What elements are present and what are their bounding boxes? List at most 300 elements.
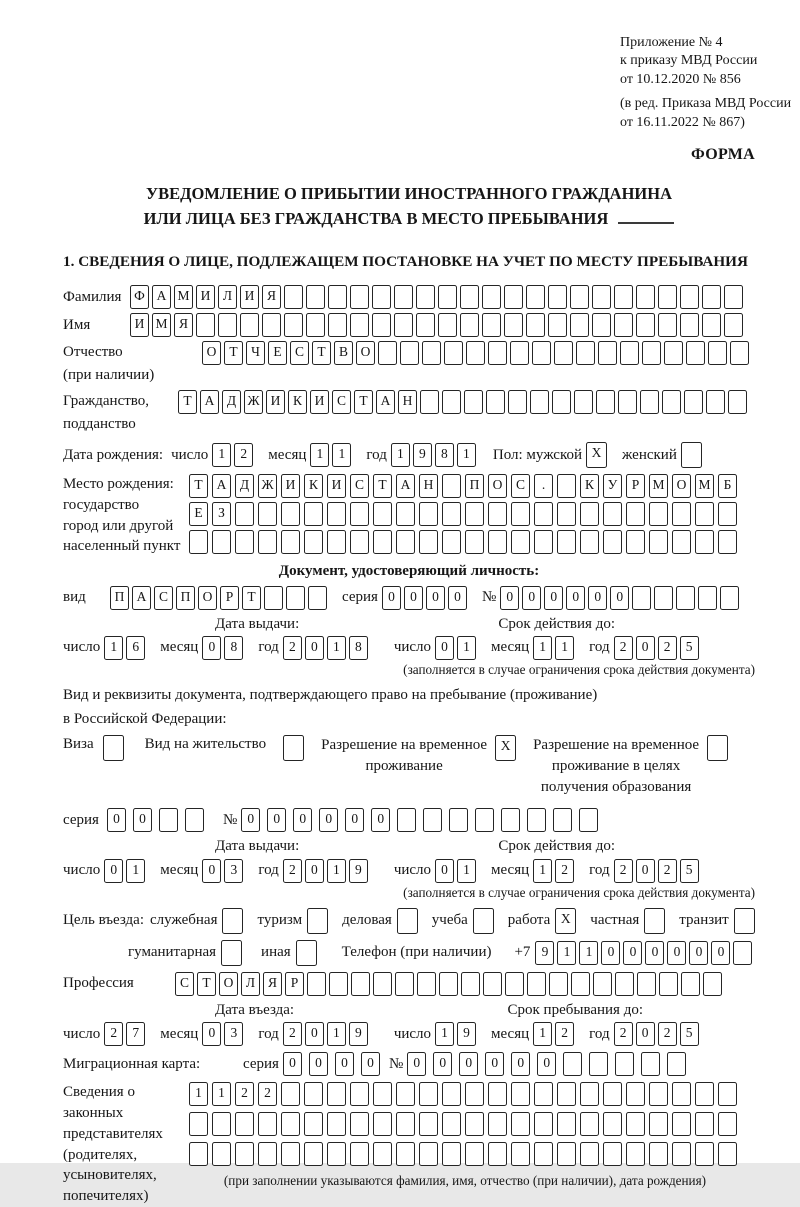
permit-number-cell[interactable] [553, 808, 572, 832]
birth-place-cell[interactable] [442, 502, 461, 526]
patronymic-cell[interactable] [378, 341, 397, 365]
representative-cell[interactable] [649, 1112, 668, 1136]
id-doc-type-cell[interactable]: Т [242, 586, 261, 610]
representative-cell[interactable] [442, 1112, 461, 1136]
representative-cell[interactable] [281, 1142, 300, 1166]
profession-cell[interactable] [329, 972, 348, 996]
representative-cell[interactable] [419, 1112, 438, 1136]
firstname-cell[interactable] [438, 313, 457, 337]
birth-place-cell[interactable] [189, 530, 208, 554]
representative-cell[interactable] [327, 1142, 346, 1166]
id-issue-year-cell[interactable]: 2 [283, 636, 302, 660]
birth-place-cell[interactable]: О [488, 474, 507, 498]
citizenship-cell[interactable]: Т [354, 390, 373, 414]
profession-cell[interactable]: С [175, 972, 194, 996]
birth-place-cell[interactable]: Д [235, 474, 254, 498]
firstname-cell[interactable] [262, 313, 281, 337]
profession-cell[interactable] [373, 972, 392, 996]
birth-place-cell[interactable] [350, 530, 369, 554]
birth-year-cell[interactable]: 1 [391, 443, 410, 467]
representative-cell[interactable] [442, 1082, 461, 1106]
checkbox-private[interactable] [644, 908, 665, 934]
stay-month-cell[interactable]: 2 [555, 1022, 574, 1046]
id-valid-year-cell[interactable]: 2 [614, 636, 633, 660]
migration-series-cell[interactable]: 0 [309, 1052, 328, 1076]
birth-place-cell[interactable] [626, 530, 645, 554]
citizenship-cell[interactable]: Д [222, 390, 241, 414]
permit-valid-day-cell[interactable]: 1 [457, 859, 476, 883]
representative-cell[interactable] [212, 1142, 231, 1166]
birth-place-cell[interactable] [258, 502, 277, 526]
checkbox-tourism[interactable] [307, 908, 328, 934]
firstname-cell[interactable] [196, 313, 215, 337]
representative-cell[interactable] [465, 1142, 484, 1166]
phone-digit-cell[interactable]: 9 [535, 941, 554, 965]
birth-place-cell[interactable] [304, 530, 323, 554]
profession-cell[interactable] [351, 972, 370, 996]
firstname-cell[interactable]: И [130, 313, 149, 337]
permit-valid-day-cell[interactable]: 0 [435, 859, 454, 883]
birth-place-cell[interactable] [603, 502, 622, 526]
checkbox-study[interactable] [473, 908, 494, 934]
id-doc-number-cell[interactable] [632, 586, 651, 610]
migration-number-cell[interactable] [615, 1052, 634, 1076]
permit-number-cell[interactable] [527, 808, 546, 832]
id-valid-month-cell[interactable]: 1 [533, 636, 552, 660]
birth-place-cell[interactable] [373, 502, 392, 526]
firstname-cell[interactable] [636, 313, 655, 337]
entry-day-cell[interactable]: 7 [126, 1022, 145, 1046]
citizenship-cell[interactable] [684, 390, 703, 414]
migration-number-cell[interactable]: 0 [511, 1052, 530, 1076]
profession-cell[interactable] [615, 972, 634, 996]
id-doc-type-cell[interactable]: П [176, 586, 195, 610]
patronymic-cell[interactable]: О [356, 341, 375, 365]
birth-place-cell[interactable]: Ж [258, 474, 277, 498]
permit-series-cell[interactable]: 0 [107, 808, 126, 832]
birth-place-cell[interactable] [672, 530, 691, 554]
permit-number-cell[interactable]: 0 [241, 808, 260, 832]
checkbox-work[interactable]: X [555, 908, 576, 934]
birth-place-cell[interactable] [373, 530, 392, 554]
birth-place-cell[interactable]: И [281, 474, 300, 498]
surname-cell[interactable]: И [240, 285, 259, 309]
birth-place-cell[interactable] [235, 530, 254, 554]
firstname-cell[interactable] [504, 313, 523, 337]
birth-place-cell[interactable] [488, 502, 507, 526]
birth-place-cell[interactable]: Н [419, 474, 438, 498]
birth-place-cell[interactable]: А [396, 474, 415, 498]
permit-number-cell[interactable] [423, 808, 442, 832]
phone-digit-cell[interactable]: 0 [689, 941, 708, 965]
representative-cell[interactable] [603, 1142, 622, 1166]
id-doc-series-cell[interactable]: 0 [426, 586, 445, 610]
citizenship-cell[interactable] [486, 390, 505, 414]
profession-cell[interactable] [703, 972, 722, 996]
representative-cell[interactable] [350, 1112, 369, 1136]
firstname-cell[interactable] [614, 313, 633, 337]
birth-place-cell[interactable]: К [580, 474, 599, 498]
representative-cell[interactable] [672, 1142, 691, 1166]
surname-cell[interactable] [306, 285, 325, 309]
profession-cell[interactable] [681, 972, 700, 996]
patronymic-cell[interactable]: Ч [246, 341, 265, 365]
id-doc-number-cell[interactable] [676, 586, 695, 610]
surname-cell[interactable] [460, 285, 479, 309]
birth-place-cell[interactable]: У [603, 474, 622, 498]
representative-cell[interactable] [649, 1082, 668, 1106]
surname-cell[interactable]: Я [262, 285, 281, 309]
id-issue-year-cell[interactable]: 8 [349, 636, 368, 660]
stay-day-cell[interactable]: 9 [457, 1022, 476, 1046]
representative-cell[interactable] [281, 1082, 300, 1106]
patronymic-cell[interactable] [400, 341, 419, 365]
patronymic-cell[interactable] [510, 341, 529, 365]
representative-cell[interactable] [603, 1082, 622, 1106]
checkbox-humanitarian[interactable] [221, 940, 242, 966]
birth-place-cell[interactable] [580, 530, 599, 554]
permit-valid-year-cell[interactable]: 5 [680, 859, 699, 883]
migration-number-cell[interactable] [641, 1052, 660, 1076]
id-issue-month-cell[interactable]: 8 [224, 636, 243, 660]
id-doc-type-cell[interactable]: О [198, 586, 217, 610]
representative-cell[interactable] [396, 1142, 415, 1166]
phone-digit-cell[interactable]: 0 [645, 941, 664, 965]
permit-valid-month-cell[interactable]: 1 [533, 859, 552, 883]
id-doc-number-cell[interactable]: 0 [566, 586, 585, 610]
birth-place-cell[interactable]: Е [189, 502, 208, 526]
permit-number-cell[interactable]: 0 [371, 808, 390, 832]
id-doc-series-cell[interactable]: 0 [448, 586, 467, 610]
surname-cell[interactable] [416, 285, 435, 309]
profession-cell[interactable]: Л [241, 972, 260, 996]
firstname-cell[interactable] [350, 313, 369, 337]
permit-number-cell[interactable] [579, 808, 598, 832]
representative-cell[interactable] [626, 1112, 645, 1136]
migration-series-cell[interactable]: 0 [283, 1052, 302, 1076]
profession-cell[interactable] [549, 972, 568, 996]
patronymic-cell[interactable] [730, 341, 749, 365]
profession-cell[interactable] [417, 972, 436, 996]
id-valid-month-cell[interactable]: 1 [555, 636, 574, 660]
representative-cell[interactable] [626, 1082, 645, 1106]
id-doc-series-cell[interactable]: 0 [404, 586, 423, 610]
entry-year-cell[interactable]: 0 [305, 1022, 324, 1046]
checkbox-official[interactable] [222, 908, 243, 934]
birth-place-cell[interactable] [695, 530, 714, 554]
permit-issue-month-cell[interactable]: 0 [202, 859, 221, 883]
citizenship-cell[interactable] [706, 390, 725, 414]
representative-cell[interactable] [695, 1082, 714, 1106]
birth-place-cell[interactable] [649, 530, 668, 554]
representative-cell[interactable] [189, 1142, 208, 1166]
citizenship-cell[interactable] [442, 390, 461, 414]
representative-cell[interactable] [580, 1082, 599, 1106]
birth-year-cell[interactable]: 8 [435, 443, 454, 467]
entry-month-cell[interactable]: 0 [202, 1022, 221, 1046]
representative-cell[interactable] [534, 1142, 553, 1166]
id-issue-year-cell[interactable]: 1 [327, 636, 346, 660]
permit-issue-year-cell[interactable]: 1 [327, 859, 346, 883]
representative-cell[interactable] [304, 1142, 323, 1166]
id-valid-day-cell[interactable]: 0 [435, 636, 454, 660]
representative-cell[interactable]: 2 [258, 1082, 277, 1106]
birth-place-cell[interactable] [557, 502, 576, 526]
representative-cell[interactable] [511, 1082, 530, 1106]
id-doc-type-cell[interactable]: А [132, 586, 151, 610]
firstname-cell[interactable] [306, 313, 325, 337]
surname-cell[interactable] [680, 285, 699, 309]
surname-cell[interactable] [372, 285, 391, 309]
id-doc-number-cell[interactable]: 0 [610, 586, 629, 610]
profession-cell[interactable] [483, 972, 502, 996]
birth-place-cell[interactable] [442, 530, 461, 554]
firstname-cell[interactable] [394, 313, 413, 337]
representative-cell[interactable] [511, 1112, 530, 1136]
representative-cell[interactable] [557, 1112, 576, 1136]
profession-cell[interactable] [395, 972, 414, 996]
patronymic-cell[interactable] [642, 341, 661, 365]
citizenship-cell[interactable] [530, 390, 549, 414]
citizenship-cell[interactable] [508, 390, 527, 414]
patronymic-cell[interactable] [532, 341, 551, 365]
migration-number-cell[interactable]: 0 [537, 1052, 556, 1076]
birth-place-cell[interactable] [649, 502, 668, 526]
checkbox-other[interactable] [296, 940, 317, 966]
birth-place-cell[interactable] [212, 530, 231, 554]
birth-place-cell[interactable]: М [649, 474, 668, 498]
checkbox-edu-permit[interactable] [707, 735, 728, 761]
representative-cell[interactable] [580, 1142, 599, 1166]
permit-series-cell[interactable] [159, 808, 178, 832]
id-doc-number-cell[interactable]: 0 [588, 586, 607, 610]
patronymic-cell[interactable] [576, 341, 595, 365]
representative-cell[interactable]: 1 [212, 1082, 231, 1106]
representative-cell[interactable] [327, 1112, 346, 1136]
firstname-cell[interactable] [592, 313, 611, 337]
id-valid-year-cell[interactable]: 0 [636, 636, 655, 660]
firstname-cell[interactable] [284, 313, 303, 337]
citizenship-cell[interactable]: А [376, 390, 395, 414]
entry-year-cell[interactable]: 1 [327, 1022, 346, 1046]
id-doc-number-cell[interactable] [654, 586, 673, 610]
patronymic-cell[interactable] [444, 341, 463, 365]
representative-cell[interactable] [235, 1112, 254, 1136]
patronymic-cell[interactable]: С [290, 341, 309, 365]
migration-number-cell[interactable]: 0 [459, 1052, 478, 1076]
representative-cell[interactable] [396, 1112, 415, 1136]
permit-valid-year-cell[interactable]: 2 [614, 859, 633, 883]
checkbox-transit[interactable] [734, 908, 755, 934]
birth-place-cell[interactable]: Б [718, 474, 737, 498]
entry-year-cell[interactable]: 2 [283, 1022, 302, 1046]
patronymic-cell[interactable]: О [202, 341, 221, 365]
representative-cell[interactable] [396, 1082, 415, 1106]
birth-place-cell[interactable] [442, 474, 461, 498]
representative-cell[interactable] [373, 1112, 392, 1136]
permit-issue-year-cell[interactable]: 9 [349, 859, 368, 883]
permit-number-cell[interactable]: 0 [267, 808, 286, 832]
birth-place-cell[interactable] [396, 530, 415, 554]
birth-month-cell[interactable]: 1 [332, 443, 351, 467]
checkbox-female[interactable] [681, 442, 702, 468]
entry-day-cell[interactable]: 2 [104, 1022, 123, 1046]
stay-month-cell[interactable]: 1 [533, 1022, 552, 1046]
stay-year-cell[interactable]: 0 [636, 1022, 655, 1046]
birth-place-cell[interactable] [557, 530, 576, 554]
firstname-cell[interactable] [702, 313, 721, 337]
patronymic-cell[interactable]: В [334, 341, 353, 365]
surname-cell[interactable] [482, 285, 501, 309]
citizenship-cell[interactable]: И [266, 390, 285, 414]
firstname-cell[interactable] [526, 313, 545, 337]
representative-cell[interactable] [488, 1082, 507, 1106]
representative-cell[interactable] [465, 1082, 484, 1106]
surname-cell[interactable] [592, 285, 611, 309]
representative-cell[interactable] [350, 1142, 369, 1166]
id-valid-day-cell[interactable]: 1 [457, 636, 476, 660]
permit-valid-year-cell[interactable]: 0 [636, 859, 655, 883]
patronymic-cell[interactable] [620, 341, 639, 365]
id-doc-number-cell[interactable] [698, 586, 717, 610]
id-valid-year-cell[interactable]: 5 [680, 636, 699, 660]
birth-place-cell[interactable] [718, 502, 737, 526]
birth-place-cell[interactable] [580, 502, 599, 526]
birth-month-cell[interactable]: 1 [310, 443, 329, 467]
representative-cell[interactable] [327, 1082, 346, 1106]
representative-cell[interactable] [672, 1082, 691, 1106]
representative-cell[interactable] [258, 1112, 277, 1136]
firstname-cell[interactable] [328, 313, 347, 337]
birth-place-cell[interactable] [672, 502, 691, 526]
surname-cell[interactable]: Ф [130, 285, 149, 309]
citizenship-cell[interactable] [420, 390, 439, 414]
firstname-cell[interactable] [372, 313, 391, 337]
surname-cell[interactable]: И [196, 285, 215, 309]
surname-cell[interactable] [438, 285, 457, 309]
surname-cell[interactable]: Л [218, 285, 237, 309]
representative-cell[interactable] [488, 1142, 507, 1166]
patronymic-cell[interactable]: Е [268, 341, 287, 365]
birth-place-cell[interactable] [534, 502, 553, 526]
birth-place-cell[interactable] [626, 502, 645, 526]
representative-cell[interactable] [212, 1112, 231, 1136]
birth-place-cell[interactable] [511, 530, 530, 554]
id-doc-number-cell[interactable]: 0 [544, 586, 563, 610]
phone-digit-cell[interactable] [733, 941, 752, 965]
representative-cell[interactable] [281, 1112, 300, 1136]
migration-number-cell[interactable] [589, 1052, 608, 1076]
permit-number-cell[interactable] [449, 808, 468, 832]
phone-digit-cell[interactable]: 1 [557, 941, 576, 965]
birth-place-cell[interactable] [281, 502, 300, 526]
migration-number-cell[interactable] [563, 1052, 582, 1076]
profession-cell[interactable]: Я [263, 972, 282, 996]
id-doc-number-cell[interactable]: 0 [500, 586, 519, 610]
surname-cell[interactable] [658, 285, 677, 309]
firstname-cell[interactable] [460, 313, 479, 337]
permit-number-cell[interactable]: 0 [345, 808, 364, 832]
birth-place-cell[interactable]: И [327, 474, 346, 498]
permit-valid-month-cell[interactable]: 2 [555, 859, 574, 883]
migration-number-cell[interactable] [667, 1052, 686, 1076]
representative-cell[interactable] [695, 1112, 714, 1136]
stay-day-cell[interactable]: 1 [435, 1022, 454, 1046]
representative-cell[interactable] [672, 1112, 691, 1136]
profession-cell[interactable] [439, 972, 458, 996]
profession-cell[interactable] [659, 972, 678, 996]
id-issue-month-cell[interactable]: 0 [202, 636, 221, 660]
citizenship-cell[interactable]: К [288, 390, 307, 414]
surname-cell[interactable] [504, 285, 523, 309]
citizenship-cell[interactable]: И [310, 390, 329, 414]
birth-place-cell[interactable]: К [304, 474, 323, 498]
birth-place-cell[interactable] [235, 502, 254, 526]
profession-cell[interactable] [527, 972, 546, 996]
birth-day-cell[interactable]: 2 [234, 443, 253, 467]
birth-place-cell[interactable] [281, 530, 300, 554]
surname-cell[interactable] [394, 285, 413, 309]
representative-cell[interactable] [488, 1112, 507, 1136]
citizenship-cell[interactable] [640, 390, 659, 414]
permit-issue-month-cell[interactable]: 3 [224, 859, 243, 883]
id-doc-series-cell[interactable]: 0 [382, 586, 401, 610]
representative-cell[interactable] [649, 1142, 668, 1166]
migration-number-cell[interactable]: 0 [407, 1052, 426, 1076]
patronymic-cell[interactable]: Т [312, 341, 331, 365]
permit-valid-year-cell[interactable]: 2 [658, 859, 677, 883]
birth-place-cell[interactable]: А [212, 474, 231, 498]
citizenship-cell[interactable] [574, 390, 593, 414]
representative-cell[interactable] [189, 1112, 208, 1136]
profession-cell[interactable] [593, 972, 612, 996]
representative-cell[interactable] [557, 1082, 576, 1106]
birth-place-cell[interactable]: З [212, 502, 231, 526]
birth-place-cell[interactable] [488, 530, 507, 554]
birth-place-cell[interactable] [511, 502, 530, 526]
representative-cell[interactable] [373, 1142, 392, 1166]
permit-issue-year-cell[interactable]: 0 [305, 859, 324, 883]
entry-year-cell[interactable]: 9 [349, 1022, 368, 1046]
surname-cell[interactable]: А [152, 285, 171, 309]
representative-cell[interactable] [235, 1142, 254, 1166]
firstname-cell[interactable] [724, 313, 743, 337]
birth-place-cell[interactable] [304, 502, 323, 526]
birth-place-cell[interactable] [718, 530, 737, 554]
representative-cell[interactable] [534, 1112, 553, 1136]
birth-place-cell[interactable] [465, 502, 484, 526]
citizenship-cell[interactable] [662, 390, 681, 414]
firstname-cell[interactable] [416, 313, 435, 337]
representative-cell[interactable] [511, 1142, 530, 1166]
firstname-cell[interactable] [482, 313, 501, 337]
migration-series-cell[interactable]: 0 [335, 1052, 354, 1076]
id-doc-number-cell[interactable]: 0 [522, 586, 541, 610]
checkbox-business[interactable] [397, 908, 418, 934]
citizenship-cell[interactable] [552, 390, 571, 414]
id-doc-number-cell[interactable] [720, 586, 739, 610]
representative-cell[interactable]: 2 [235, 1082, 254, 1106]
citizenship-cell[interactable] [464, 390, 483, 414]
birth-place-cell[interactable] [327, 530, 346, 554]
id-doc-type-cell[interactable]: П [110, 586, 129, 610]
surname-cell[interactable] [548, 285, 567, 309]
birth-place-cell[interactable] [327, 502, 346, 526]
representative-cell[interactable] [718, 1112, 737, 1136]
citizenship-cell[interactable] [596, 390, 615, 414]
birth-place-cell[interactable] [396, 502, 415, 526]
id-valid-year-cell[interactable]: 2 [658, 636, 677, 660]
